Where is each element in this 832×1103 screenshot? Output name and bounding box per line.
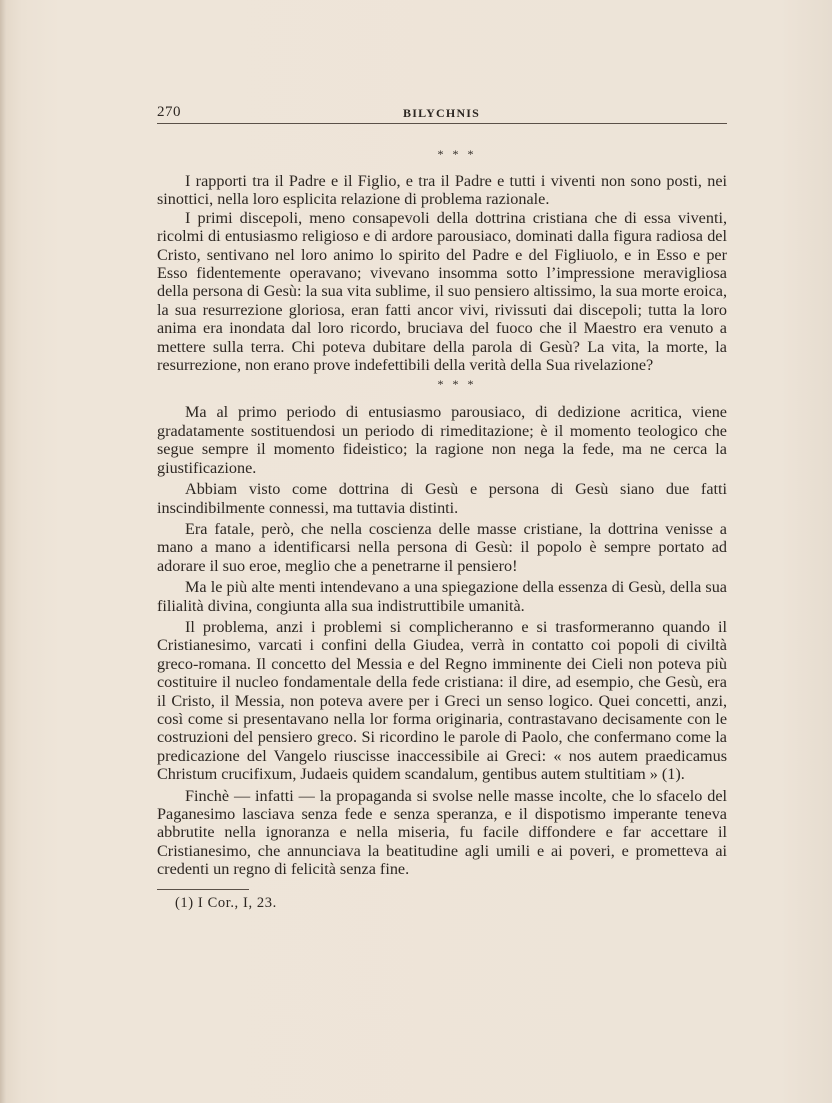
footnote: (1) I Cor., I, 23. <box>175 894 277 911</box>
section-separator: * * * <box>437 147 477 161</box>
section-separator: * * * <box>437 377 477 392</box>
body-text <box>157 146 727 912</box>
running-title: BILYCHNIS <box>403 106 481 120</box>
paragraph: I rapporti tra il Padre e il Figlio, e tra il Padre e tutti i viventi non sono posti, nei sinottici, nella loro esplicita relazione di problema razionale. <box>157 172 727 209</box>
paragraph: Il problema, anzi i problemi si complicheranno e si trasformeranno quando il Cristianesimo, varcati i confini della Giudea, verrà in contatto coi popoli di civiltà greco-romana. Il concetto del Messia e del Regno imminente dei Cieli non poteva più costituire il nucleo fondamentale della fede cristiana: il dire, ad esempio, che Gesù, era il Cristo, il Messia, non poteva avere per i Greci un senso logico. Quei concetti, anzi, così come si presentavano nella lor forma originaria, contrastavano decisamente con le costruzioni del pensiero greco. Si ricordino le parole di Paolo, che confermano come la predicazione del Vangelo riuscisse inaccessibile ai Greci: « nos autem praedicamus Christum crucifixum, Judaeis quidem scandalum, gentibus autem stultitiam » (1). <box>157 617 727 784</box>
paragraph: Abbiam visto come dottrina di Gesù e persona di Gesù siano due fatti inscindibilmente connessi, ma tuttavia distinti. <box>157 480 727 517</box>
header-rule <box>157 123 727 124</box>
paragraph: Ma le più alte menti intendevano a una spiegazione della essenza di Gesù, della sua filialità divina, congiunta alla sua indistruttibile umanità. <box>157 578 727 615</box>
paragraph: Era fatale, però, che nella coscienza delle masse cristiane, la dottrina venisse a mano a mano a identificarsi nella persona di Gesù: il popolo è sempre portato ad adorare il suo eroe, meglio che a penetrarne il pensiero! <box>157 519 727 575</box>
paragraph: Ma al primo periodo di entusiasmo parousiaco, di dedizione acritica, viene gradatamente sostituendosi un periodo di rimeditazione; è il momento teologico che segue sempre il momento fideistico; la ragione non nega la fede, ma ne cerca la giustificazione. <box>157 403 727 477</box>
page-edge-shadow <box>0 0 6 1103</box>
paragraph: I primi discepoli, meno consapevoli della dottrina cristiana che di essa viventi, ricolmi di entusiasmo religioso e di ardore parousiaco, dominati dalla figura radiosa del Cristo, sentivano nel loro animo lo spirito del Padre e del Figliuolo, e in Esso e per Esso fidentemente operavano; vivevano insomma sotto l’impressione meravigliosa della persona di Gesù: la sua vita sublime, il suo pensiero altissimo, la sua morte eroica, la sua resurrezione gloriosa, eran fatti ancor vivi, rivissuti dai discepoli; tutta la loro anima era inondata dal loro ricordo, bruciava del fuoco che il Maestro era venuto a mettere sulla terra. Chi poteva dubitare della parola di Gesù? La vita, la morte, la resurrezione, non erano prove indefettibili della verità della Sua rivelazione? <box>157 208 727 375</box>
page-header <box>157 104 727 124</box>
paragraph: Finchè — infatti — la propaganda si svolse nelle masse incolte, che lo sfacelo del Paganesimo lasciava senza fede e senza speranza, e il dispotismo imperante teneva abbrutite nella ignoranza e nella miseria, fu facile diffondere e far accettare il Cristianesimo, che annunciava la beatitudine agli umili e ai poveri, e prometteva ai credenti un regno di felicità senza fine. <box>157 786 727 879</box>
footnote-rule <box>157 889 249 890</box>
page-number: 270 <box>157 104 181 120</box>
